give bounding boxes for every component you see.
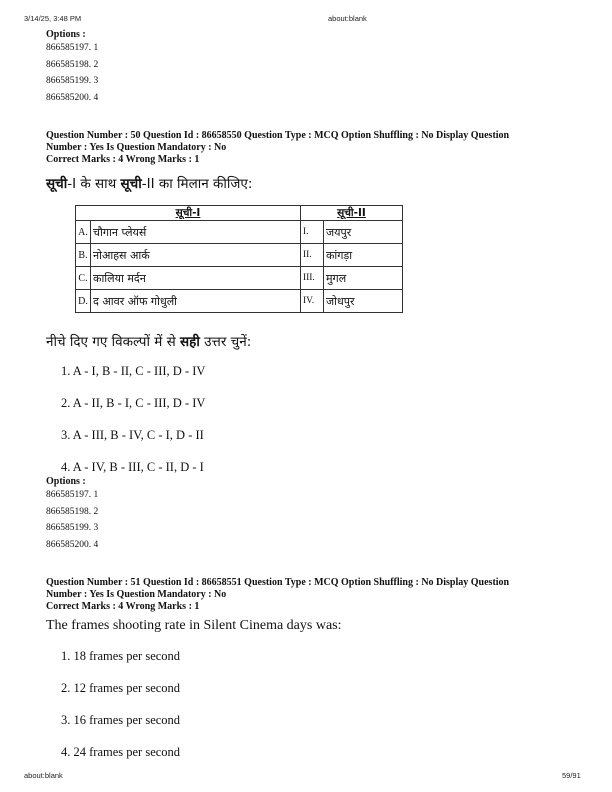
row-letter: D. — [76, 290, 91, 313]
q51-marks: Correct Marks : 4 Wrong Marks : 1 — [46, 601, 200, 612]
page-number: 59/91 — [562, 771, 581, 780]
option-id: 866585199. 3 — [46, 523, 99, 533]
q51-question-text: The frames shooting rate in Silent Cinema days was: — [46, 618, 342, 633]
options-block-top — [46, 29, 98, 106]
row-letter: C. — [76, 267, 91, 290]
q50-choice-2: 2. A - II, B - I, C - III, D - IV — [61, 396, 206, 410]
q50-choice-3: 3. A - III, B - IV, C - I, D - II — [61, 428, 204, 442]
options-label: Options : — [46, 476, 86, 487]
q50-marks: Correct Marks : 4 Wrong Marks : 1 — [46, 154, 200, 165]
instruction-list1-word: सूची — [46, 176, 68, 192]
print-url: about:blank — [328, 14, 367, 23]
list1-header: सूची-I — [76, 206, 301, 221]
footer-url: about:blank — [24, 771, 63, 780]
list2-item: जयपुर — [323, 221, 402, 244]
option-id: 866585198. 2 — [46, 506, 99, 517]
row-roman: IV. — [300, 290, 323, 313]
options-label: Options : — [46, 29, 86, 40]
row-roman: I. — [300, 221, 323, 244]
list2-header: सूची-II — [300, 206, 402, 221]
q50-options-block — [46, 476, 98, 553]
row-letter: A. — [76, 221, 91, 244]
row-letter: B. — [76, 244, 91, 267]
list1-item: द आवर ऑफ गोधुली — [91, 290, 301, 313]
option-id: 866585198. 2 — [46, 59, 99, 70]
list1-item: नोआहस आर्क — [91, 244, 301, 267]
q51-meta-line2: Number : Yes Is Question Mandatory : No — [46, 589, 227, 600]
option-id: 866585200. 4 — [46, 92, 99, 103]
q51-choice-1: 1. 18 frames per second — [61, 649, 181, 663]
option-id: 866585199. 3 — [46, 76, 99, 86]
instruction-part: -I के साथ — [67, 176, 121, 192]
q50-choice-4: 4. A - IV, B - III, C - II, D - I — [61, 460, 204, 474]
q50-instruction — [46, 174, 252, 192]
list2-item: कांगड़ा — [323, 244, 402, 267]
q51-choice-4: 4. 24 frames per second — [61, 745, 181, 759]
q50-choice-1: 1. A - I, B - II, C - III, D - IV — [61, 364, 206, 378]
list1-item: चौगान प्लेयर्स — [91, 221, 301, 244]
option-id: 866585197. 1 — [46, 43, 99, 53]
print-datetime: 3/14/25, 3:48 PM — [24, 14, 82, 23]
q50-meta-line1: Question Number : 50 Question Id : 86658550 Question Type : MCQ Option Shuffling : No Display Question — [46, 130, 510, 141]
table-row — [76, 267, 403, 290]
match-table — [75, 205, 403, 313]
q50-prompt — [46, 332, 251, 350]
row-roman: II. — [300, 244, 323, 267]
list1-item: कालिया मर्दन — [91, 267, 301, 290]
row-roman: III. — [300, 267, 323, 290]
table-row — [76, 244, 403, 267]
list2-item: जोधपुर — [323, 290, 402, 313]
table-row — [76, 221, 403, 244]
prompt-part: उत्तर चुनें: — [199, 334, 252, 350]
q50-meta — [46, 130, 571, 166]
prompt-emphasis: सही — [180, 334, 200, 350]
instruction-list2-word: सूची — [120, 176, 142, 192]
list2-item: मुगल — [323, 267, 402, 290]
prompt-part: नीचे दिए गए विकल्पों में से — [46, 334, 181, 350]
q51-meta-line1: Question Number : 51 Question Id : 86658551 Question Type : MCQ Option Shuffling : No Display Question — [46, 577, 510, 588]
q51-choice-2: 2. 12 frames per second — [61, 681, 181, 695]
table-row — [76, 290, 403, 313]
option-id: 866585200. 4 — [46, 539, 99, 550]
q50-meta-line2: Number : Yes Is Question Mandatory : No — [46, 142, 227, 153]
instruction-part: -II का मिलान कीजिए: — [141, 176, 253, 192]
option-id: 866585197. 1 — [46, 490, 99, 500]
q51-choice-3: 3. 16 frames per second — [61, 713, 181, 727]
q51-meta — [46, 577, 571, 613]
table-header-row — [76, 206, 403, 221]
